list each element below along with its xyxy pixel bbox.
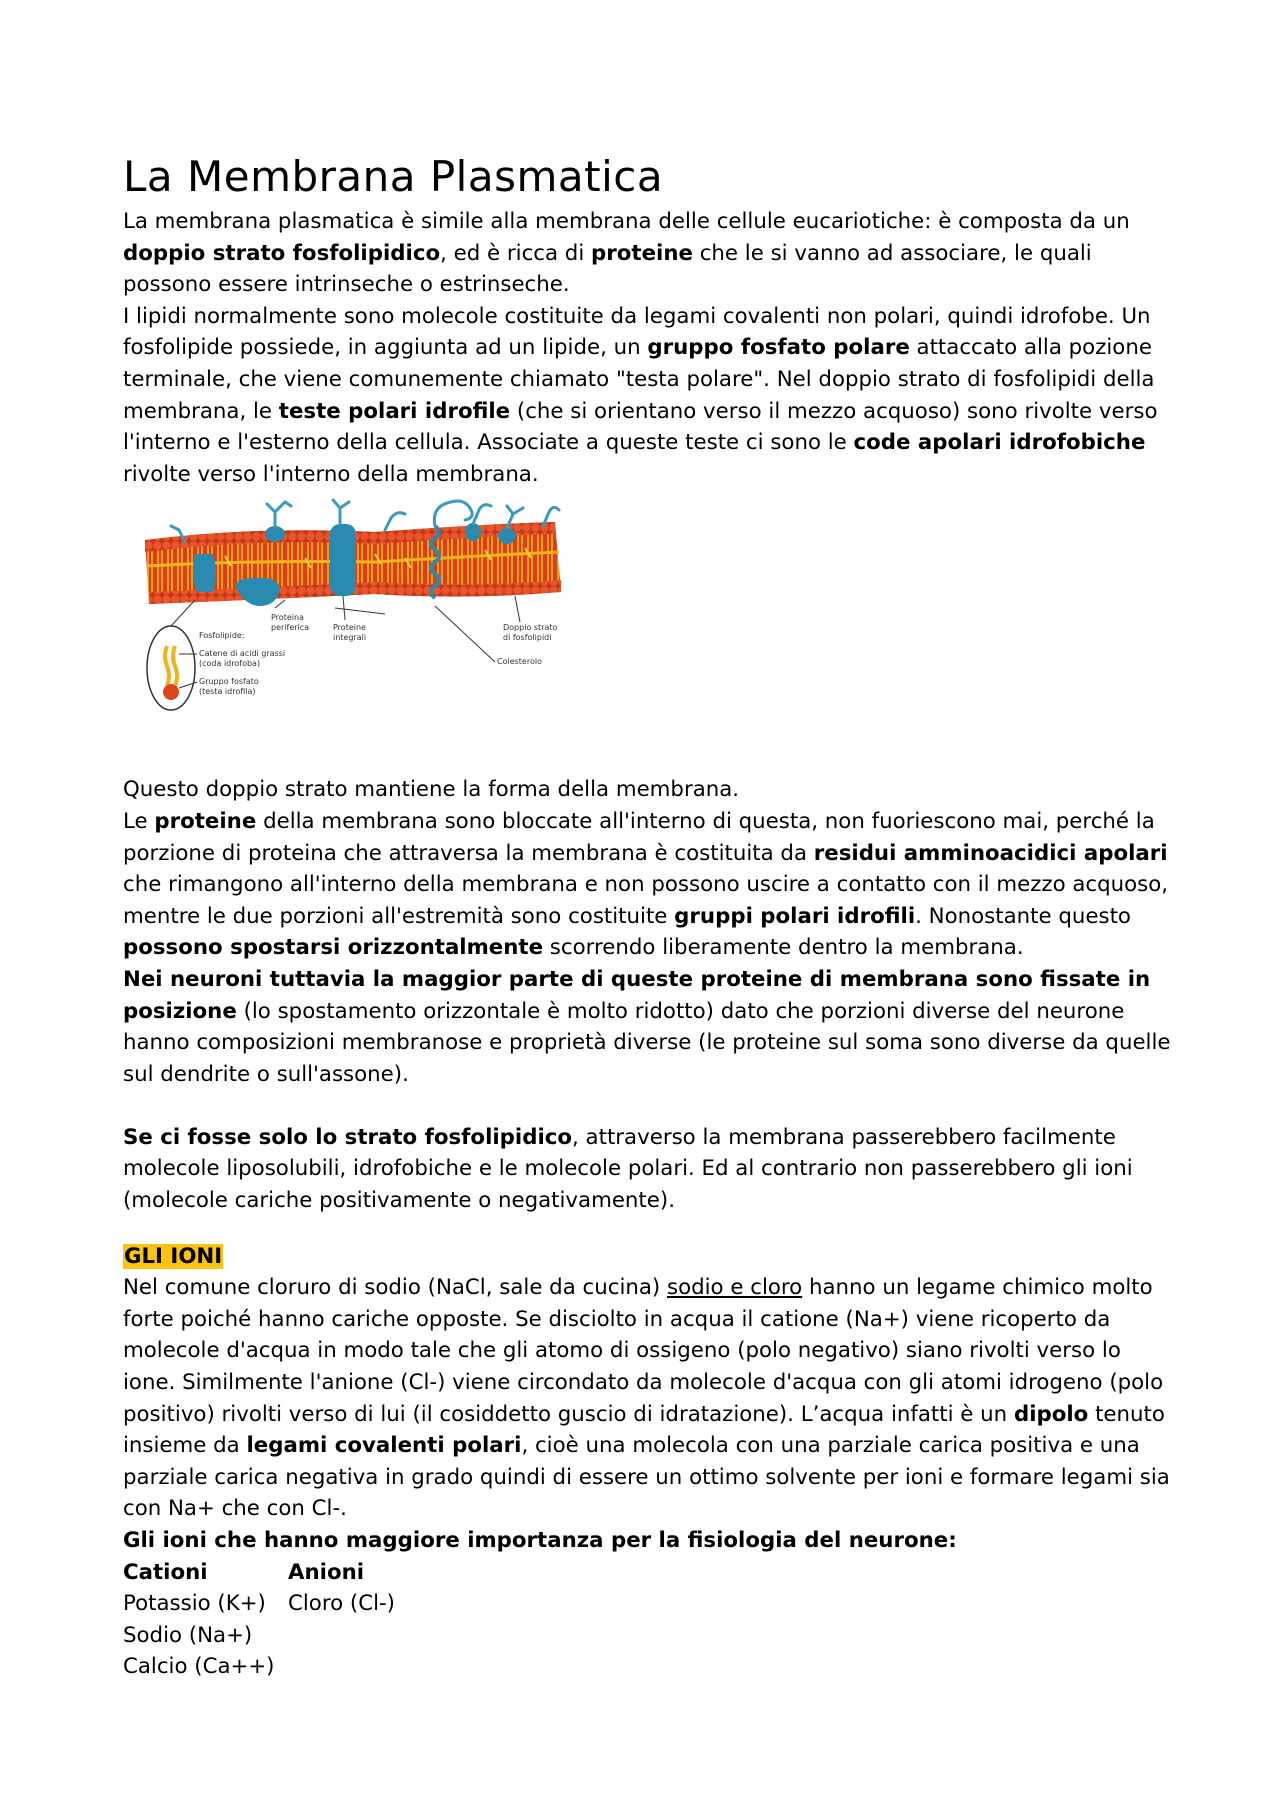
label-phosphate-1: Gruppo fosfato (199, 677, 259, 687)
document-content (123, 148, 1173, 1683)
label-phosphate-2: (testa idrofila) (199, 687, 256, 697)
label-phospholipid: Fosfolipide: (199, 631, 245, 641)
ions-important: Gli ioni che hanno maggiore importanza per la fisiologia del neurone: (123, 1528, 957, 1553)
figure-labels (199, 613, 558, 696)
leader-lines (275, 596, 520, 662)
ions-paragraph: Nel comune cloruro di sodio (NaCl, sale da cucina) sodio e cloro hanno un legame chimico molto forte poiché hanno cariche opposte. Se disciolto in acqua il catione (Na+) viene ricoperto da molecole d'acqua in modo tale che gli atomo di ossigeno (polo negativo) siano rivolti verso lo ione. Similmente l'anione (Cl-) viene circondato da molecole d'acqua con gli atomi idrogeno (polo positivo) rivolti verso di lui (il cosiddetto guscio di idratazione). L’acqua infatti è un dipolo tenuto insieme da legami covalenti polari, cioè una molecola con una parziale carica positiva e una parziale carica negativa in grado quindi di essere un ottimo solvente per ioni e formare legami sia con Na+ che con Cl-. (123, 1275, 1170, 1522)
shape-paragraph: Questo doppio strato mantiene la forma della membrana. (123, 777, 740, 803)
cation-item: Calcio (Ca++) (123, 1654, 275, 1680)
ions-heading-line (123, 1241, 1173, 1273)
anions-column (288, 1557, 395, 1683)
cations-column (123, 1557, 288, 1683)
page-title: La Membrana Plasmatica (123, 152, 664, 201)
phospholipid-inset (147, 600, 195, 710)
anions-header: Anioni (288, 1559, 365, 1585)
label-peripheral-1: Proteina (271, 613, 304, 623)
anion-item: Cloro (Cl-) (288, 1591, 395, 1617)
label-peripheral-2: periferica (271, 623, 310, 633)
cations-header: Cationi (123, 1559, 208, 1585)
label-integral-1: Proteine (333, 623, 366, 633)
only-layer-paragraph: Se ci fosse solo lo strato fosfolipidico, attraverso la membrana passerebbero facilmente molecole liposolubili, idrofobiche e le molecole polari. Ed al contrario non passerebbero gli ioni (molecole cariche positivamente o negativamente). (123, 1124, 1133, 1214)
label-integral-2: integrali (333, 633, 367, 643)
label-chains-2: (coda idrofoba) (199, 659, 261, 669)
ions-table (123, 1557, 1173, 1683)
label-cholesterol: Colesterolo (497, 657, 542, 667)
membrane-figure (123, 496, 1173, 760)
label-bilayer-2: di fosfolipidi (503, 633, 552, 643)
ions-heading: GLI IONI (124, 1243, 223, 1269)
membrane-diagram (135, 496, 615, 760)
section-gap (123, 1217, 1173, 1241)
cation-item: Sodio (Na+) (123, 1622, 253, 1648)
intro-paragraph: La membrana plasmatica è simile alla membrana delle cellule eucariotiche: è composta da un doppio strato fosfolipidico, ed è ricca di proteine che le si vanno ad associare, le quali possono essere intrinseche o estrinseche. (123, 209, 1130, 298)
label-bilayer-1: Doppio strato (503, 623, 558, 633)
label-chains-1: Catene di acidi grassi (199, 649, 286, 659)
proteins-paragraph: Le proteine della membrana sono bloccate all'interno di questa, non fuoriescono mai, perché la porzione di proteina che attraversa la membrana è costituita da residui amminoacidici apolari che rimangono all'interno della membrana e non possono uscire a contatto con il mezzo acquoso, mentre le due porzioni all'estremità sono costituite gruppi polari idrofili. Nonostante questo possono spostarsi orizzontalmente scorrendo liberamente dentro la membrana. (123, 808, 1169, 961)
lipids-paragraph: I lipidi normalmente sono molecole costituite da legami covalenti non polari, quindi idrofobe. Un fosfolipide possiede, in aggiunta ad un lipide, un gruppo fosfato polare attaccato alla pozione terminale, che viene comunemente chiamato "testa polare". Nel doppio strato di fosfolipidi della membrana, le teste polari idrofile (che si orientano verso il mezzo acquoso) sono rivolte verso l'interno e l'esterno della cellula. Associate a queste teste ci sono le code apolari idrofobiche rivolte verso l'interno della membrana. (123, 303, 1158, 487)
blank-line (123, 1090, 1173, 1122)
neurons-paragraph: Nei neuroni tuttavia la maggior parte di queste proteine di membrana sono fissate in posizione (lo spostamento orizzontale è molto ridotto) dato che porzioni diverse del neurone hanno composizioni membranose e proprietà diverse (le proteine sul soma sono diverse da quelle sul dendrite o sull'assone). (123, 966, 1171, 1087)
cation-item: Potassio (K+) (123, 1591, 266, 1617)
